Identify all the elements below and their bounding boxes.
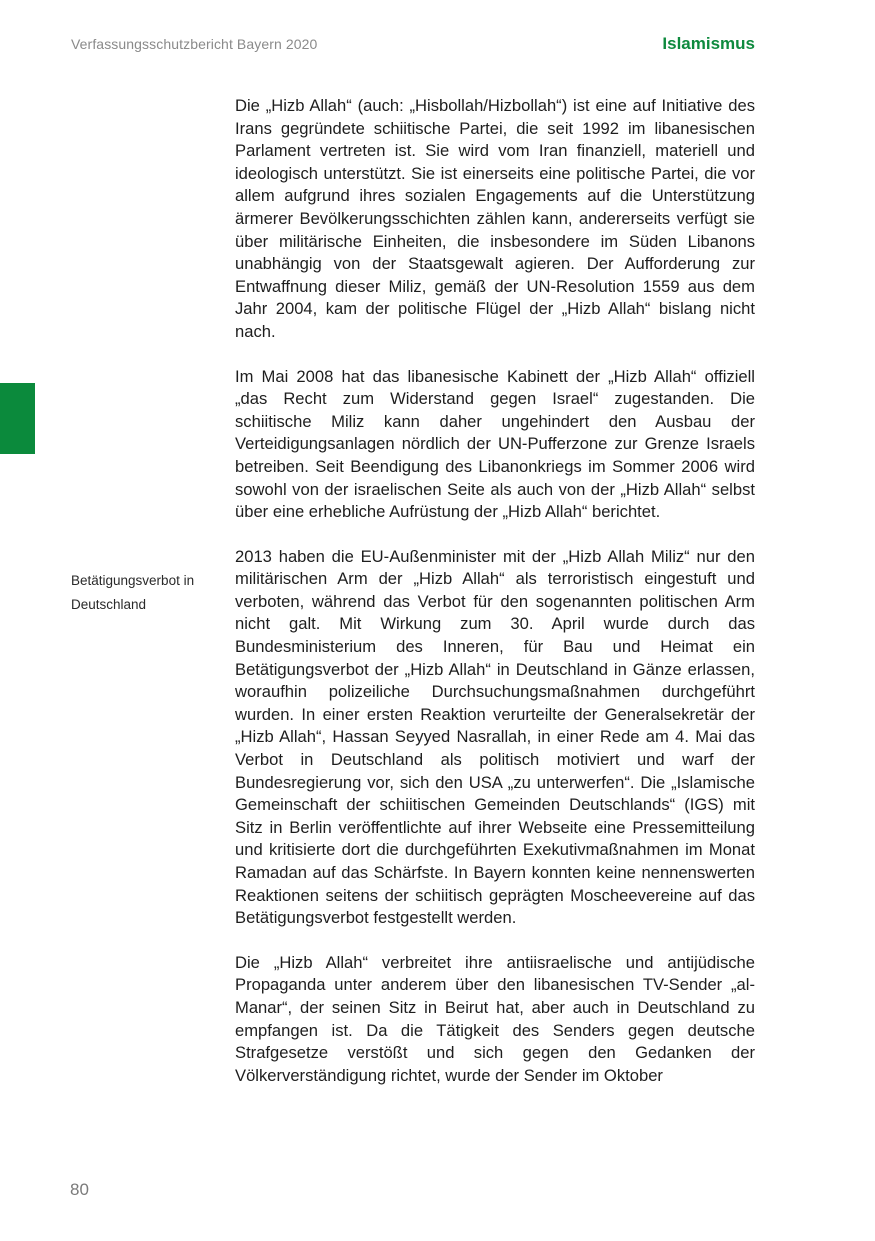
margin-note [71, 569, 221, 617]
margin-note-line: Deutschland [71, 597, 147, 612]
publication-title: Verfassungsschutzbericht Bayern 2020 [71, 36, 318, 52]
paragraph: Im Mai 2008 hat das libanesische Kabinett der „Hizb Allah“ offiziell „das Recht zum Widerstand gegen Israel“ zugestanden. Die schiitische Miliz kann daher ungehindert den Ausbau der Verteidigungsanlagen nördlich der UN-Pufferzone zur Grenze Israels betreiben. Seit Beendigung des Libanonkriegs im Sommer 2006 wird sowohl von der israelischen Seite als auch von der „Hizb Allah“ selbst über eine erhebliche Aufrüstung der „Hizb Allah“ berichtet. [235, 366, 755, 522]
paragraph: 2013 haben die EU-Außenminister mit der „Hizb Allah Miliz“ nur den militärischen Arm der „Hizb Allah“ als terroristisch eingestuft und verboten, während das Verbot für den sogenannten politischen Arm nicht galt. Mit Wirkung zum 30. April wurde durch das Bundesministerium des Inneren, für Bau und Heimat ein Betätigungsverbot der „Hizb Allah“ in Deutschland in Gänze erlassen, woraufhin polizeiliche Durchsuchungsmaßnahmen durchgeführt wurden. In einer ersten Reaktion verurteilte der Generalsekretär der „Hizb Allah“, Hassan Seyyed Nasrallah, in einer Rede am 4. Mai das Verbot in Deutschland als politisch motiviert und warf der Bundesregierung vor, sich den USA „zu unterwerfen“. Die „Islamische Gemeinschaft der schiitischen Gemeinden Deutschlands“ (IGS) mit Sitz in Berlin veröffentlichte auf ihrer Webseite eine Pressemitteilung und kritisierte dort die durchgeführten Exekutivmaßnahmen im Monat Ramadan auf das Schärfste. In Bayern konnten keine nennenswerten Reaktionen seitens der schiitisch geprägten Moscheevereine auf das Betätigungsverbot festgestellt werden. [235, 546, 755, 928]
margin-note-line: Betätigungsverbot in [71, 573, 195, 588]
section-title: Islamismus [662, 34, 755, 53]
paragraph: Die „Hizb Allah“ verbreitet ihre antiisraelische und antijüdische Propaganda unter anderem über den libanesischen TV-Sender „al-Manar“, der seinen Sitz in Beirut hat, aber auch in Deutschland zu empfangen ist. Da die Tätigkeit des Senders gegen deutsche Strafgesetze verstößt und sich gegen den Gedanken der Völkerverständigung richtet, wurde der Sender im Oktober [235, 952, 755, 1085]
body-text [235, 95, 755, 1109]
page-number: 80 [70, 1180, 89, 1199]
paragraph: Die „Hizb Allah“ (auch: „Hisbollah/Hizbollah“) ist eine auf Initiative des Irans gegründete schiitische Partei, die seit 1992 im libanesischen Parlament vertreten ist. Sie wird vom Iran finanziell, materiell und ideologisch unterstützt. Sie ist einerseits eine politische Partei, die vor allem aufgrund ihres sozialen Engagements auf die Unterstützung ärmerer Bevölkerungsschichten zählen kann, andererseits verfügt sie über militärische Einheiten, die insbesondere im Süden Libanons unabhängig von der Staatsgewalt agieren. Der Aufforderung zur Entwaffnung dieser Miliz, gemäß der UN-Resolution 1559 aus dem Jahr 2004, kam der politische Flügel der „Hizb Allah“ bislang nicht nach. [235, 96, 755, 341]
chapter-tab-marker [0, 383, 35, 454]
